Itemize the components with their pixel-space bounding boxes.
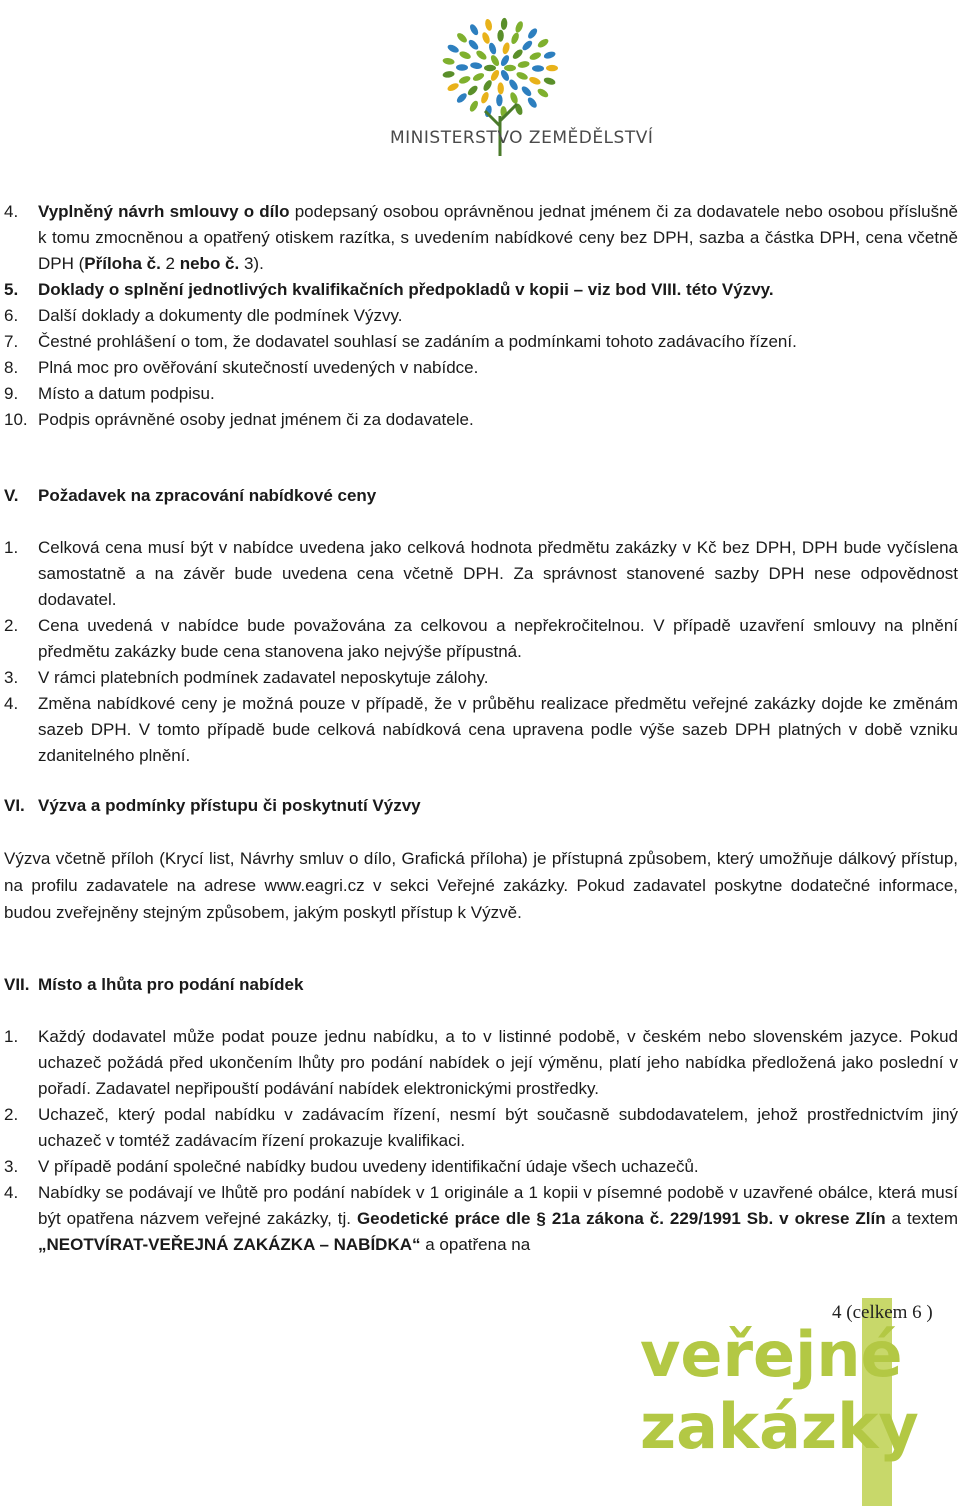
list-item-text: Změna nabídkové ceny je možná pouze v případě, že v průběhu realizace předmětu veřejné zakázky dojde ke změnám sazeb DPH. V tomto případě bude celková nabídková cena upravena podle výše sazeb DPH platných v době vzniku zdanitelného plnění.: [38, 694, 958, 765]
logo-leaf: [455, 31, 468, 44]
logo-leaf: [529, 51, 543, 61]
list-item-text: a textem: [885, 1209, 958, 1228]
logo-word-2: zakázky: [640, 1390, 919, 1463]
list-item-number: 8.: [4, 358, 19, 377]
list-item-emphasis: Příloha č.: [84, 254, 161, 273]
logo-leaf: [507, 78, 519, 92]
logo-leaf: [475, 49, 488, 62]
page-number: 4 (celkem 6 ): [832, 1302, 933, 1323]
section-heading-vii: [0, 972, 958, 998]
list-required-documents: [0, 199, 958, 433]
list-item: [0, 355, 958, 381]
list-item: [0, 535, 958, 613]
list-item-text: a opatřena na: [420, 1235, 531, 1254]
logo-leaf: [501, 42, 510, 55]
document-body: [0, 199, 958, 1258]
logo-leaf: [532, 65, 544, 72]
list-item-text: V případě podání společné nabídky budou uvedeny identifikační údaje všech uchazečů.: [38, 1157, 699, 1176]
list-item: [0, 381, 958, 407]
logo-leaf: [514, 20, 524, 34]
list-item-number: 4.: [4, 1183, 19, 1202]
section-number: VI.: [4, 796, 25, 815]
list-item-number: 4.: [4, 202, 19, 221]
logo-leaf: [497, 82, 504, 94]
list-item-number: 6.: [4, 306, 19, 325]
list-item: [0, 199, 958, 277]
list-item: [0, 277, 958, 303]
ministry-name: MINISTERSTVO ZEMĚDĚLSTVÍ: [390, 128, 654, 148]
logo-leaf: [458, 75, 472, 85]
logo-leaf: [500, 18, 507, 30]
section-heading-v: [0, 483, 958, 509]
section-title: Požadavek na zpracování nabídkové ceny: [38, 486, 377, 505]
section-title: Výzva a podmínky přístupu či poskytnutí Výzvy: [38, 796, 421, 815]
logo-leaf: [484, 18, 493, 31]
list-item-text: Plná moc pro ověřování skutečností uvedených v nabídce.: [38, 358, 479, 377]
list-item-emphasis: „NEOTVÍRAT-VEŘEJNÁ ZAKÁZKA – NABÍDKA“: [38, 1235, 421, 1254]
logo-leaf: [497, 30, 504, 42]
list-item-text: Podpis oprávněné osoby jednat jménem či za dodavatele.: [38, 410, 474, 429]
logo-leaf: [455, 92, 468, 105]
list-item-emphasis: nebo č.: [179, 254, 240, 273]
logo-leaf: [466, 84, 479, 97]
logo-leaf: [510, 32, 521, 46]
list-item: [0, 1180, 958, 1258]
logo-leaf: [468, 23, 480, 37]
list-item-number: 1.: [4, 1027, 19, 1046]
section-number: V.: [4, 486, 19, 505]
logo-leaf: [528, 76, 542, 87]
list-item-text: podepsaný osobou oprávněnou jednat jménem či za dodavatele nebo osobou příslušně k tomu zmocněnou a opatřený otiskem razítka, s uvedením nabídkové ceny bez DPH, sazba a částka DPH, cena včetně DPH (: [38, 202, 958, 273]
logo-leaf: [488, 42, 498, 55]
verejne-zakazky-logo: [640, 1298, 960, 1506]
list-item: [0, 1024, 958, 1102]
logo-leaf: [504, 65, 516, 71]
logo-leaf: [526, 96, 538, 109]
logo-leaf: [515, 71, 529, 82]
section-heading-vi: [0, 793, 958, 819]
section-vi-paragraph: Výzva včetně příloh (Krycí list, Návrhy smluv o dílo, Grafická příloha) je přístupná způsobem, který umožňuje dálkový přístup, na profilu zadavatele na adrese www.eagri.cz v sekci Veřejné zakázky. Pokud zadavatel poskytne dodatečné informace, budou zveřejněny stejným způsobem, jakým poskytl přístup k Výzvě.: [4, 849, 958, 922]
list-item: [0, 303, 958, 329]
logo-leaf: [481, 31, 491, 45]
list-item: [0, 1154, 958, 1180]
logo-leaf: [546, 65, 558, 71]
list-item-number: 10.: [4, 410, 28, 429]
section-title: Místo a lhůta pro podání nabídek: [38, 975, 304, 994]
logo-leaf: [468, 99, 480, 113]
list-item-text: Uchazeč, který podal nabídku v zadávacím řízení, nesmí být současně subdodavatelem, jehož prostřednictvím jiný uchazeč v tomtéž zadávacím řízení prokazuje kvalifikaci.: [38, 1105, 958, 1150]
list-item-number: 4.: [4, 694, 19, 713]
list-item-text: 3).: [239, 254, 264, 273]
logo-leaf: [456, 64, 468, 71]
list-item-number: 9.: [4, 384, 19, 403]
logo-leaf: [496, 94, 503, 106]
list-item: [0, 691, 958, 769]
list-item-text: Místo a datum podpisu.: [38, 384, 215, 403]
list-item-number: 1.: [4, 538, 19, 557]
logo-leaf: [470, 62, 483, 70]
logo-leaf: [543, 76, 556, 86]
logo-leaf: [442, 57, 455, 65]
list-item-text: Doklady o splnění jednotlivých kvalifikačních předpokladů v kopii – viz bod VIII. této Výzvy.: [38, 280, 774, 299]
list-item-number: 3.: [4, 1157, 19, 1176]
logo-leaf: [484, 65, 496, 71]
logo-leaf: [446, 82, 460, 93]
logo-leaf: [543, 50, 556, 60]
logo-leaf: [480, 91, 491, 105]
list-item: [0, 665, 958, 691]
logo-leaf: [517, 60, 530, 68]
logo-leaf: [458, 50, 472, 61]
list-item: [0, 329, 958, 355]
list-price-requirements: [0, 535, 958, 769]
list-item-number: 2.: [4, 616, 19, 635]
list-item-number: 5.: [4, 280, 19, 299]
list-item-text: Čestné prohlášení o tom, že dodavatel souhlasí se zadáním a podmínkami tohoto zadávacího řízení.: [38, 332, 797, 351]
list-item: [0, 1102, 958, 1154]
list-item-text: V rámci platebních podmínek zadavatel neposkytuje zálohy.: [38, 668, 489, 687]
list-item-number: 2.: [4, 1105, 19, 1124]
list-item: [0, 613, 958, 665]
list-item-number: 7.: [4, 332, 19, 351]
list-item-emphasis: Vyplněný návrh smlouvy o dílo: [38, 202, 290, 221]
logo-leaf: [446, 43, 460, 54]
logo-leaf: [526, 27, 539, 40]
list-item-text: Cena uvedená v nabídce bude považována za celkovou a nepřekročitelnou. V případě uzavření smlouvy na plnění předmětu zakázky bude cena stanovena jako nejvýše přípustná.: [38, 616, 958, 661]
list-item-text: Celková cena musí být v nabídce uvedena jako celková hodnota předmětu zakázky v Kč bez DPH, DPH bude vyčíslena samostatně a na závěr bude uvedena cena včetně DPH. Za správnost stanovené sazby DPH nese odpovědnost dodavatel.: [38, 538, 958, 609]
logo-leaf: [511, 48, 524, 61]
list-item-emphasis: Geodetické práce dle § 21a zákona č. 229/1991 Sb. v okrese Zlín: [356, 1209, 886, 1228]
list-item-text: 2: [160, 254, 180, 273]
list-item-number: 3.: [4, 668, 19, 687]
logo-leaf: [472, 71, 486, 82]
logo-leaf: [467, 38, 480, 51]
logo-leaf: [509, 91, 519, 105]
list-item-text: Nabídky se podávají ve lhůtě pro podání nabídek v 1 originále a 1 kopii v písemné podobě v uzavřené obálce, která musí být opatřena názvem veřejné zakázky, tj.: [38, 1183, 958, 1228]
section-number: VII.: [4, 975, 30, 994]
logo-leaf: [442, 70, 455, 78]
logo-leaf: [536, 87, 550, 99]
logo-leaf: [520, 85, 533, 98]
list-item: [0, 407, 958, 433]
logo-leaf: [521, 39, 534, 52]
logo-leaf: [536, 37, 550, 49]
list-submission-rules: [0, 1024, 958, 1258]
list-item-text: Každý dodavatel může podat pouze jednu nabídku, a to v listinné podobě, v českém nebo slovenském jazyce. Pokud uchazeč požádá před ukončením lhůty pro podání nabídek o její výměnu, platí jeho nabídka předložená jako poslední v pořadí. Zadavatel nepřipouští podávání nabídek elektronickými prostředky.: [38, 1027, 958, 1098]
list-item-text: Další doklady a dokumenty dle podmínek Výzvy.: [38, 306, 403, 325]
logo-leaf: [482, 79, 494, 93]
logo-word-1: veřejné: [640, 1318, 903, 1391]
